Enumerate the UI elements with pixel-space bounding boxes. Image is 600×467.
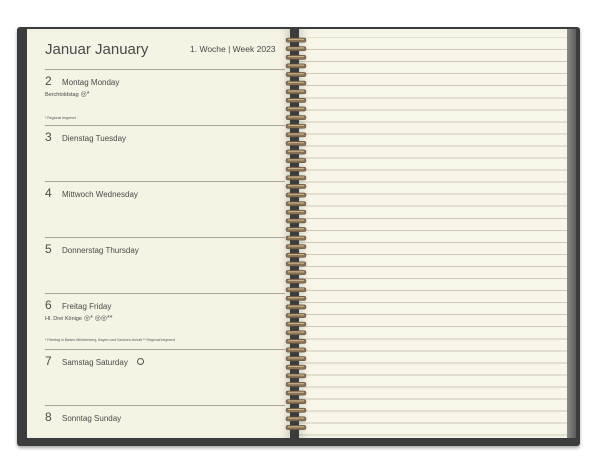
spiral-coil-highlight (288, 237, 304, 238)
day-name: Donnerstag Thursday (62, 246, 139, 255)
day-name: Samstag Saturday (62, 358, 128, 367)
spiral-coil (286, 98, 306, 102)
spiral-coil (286, 425, 306, 429)
spiral-coil-highlight (288, 306, 304, 307)
day-number: 4 (45, 186, 52, 200)
day-block-friday (45, 293, 285, 349)
spiral-coil-highlight (288, 288, 304, 289)
spiral-coil (286, 38, 306, 42)
spiral-coil (286, 184, 306, 188)
spiral-coil-highlight (288, 151, 304, 152)
spiral-coil (286, 253, 306, 257)
spiral-coil (286, 202, 306, 206)
spiral-coil (286, 236, 306, 240)
spiral-coil (286, 64, 306, 68)
spiral-coil (286, 81, 306, 85)
spiral-coil-highlight (288, 323, 304, 324)
day-number: 3 (45, 130, 52, 144)
spiral-coil (286, 210, 306, 214)
spiral-coil (286, 159, 306, 163)
cover-edge (567, 29, 576, 438)
spiral-coil (286, 331, 306, 335)
spiral-coil (286, 400, 306, 404)
holiday-label: Berchtoldstag ◎* (45, 91, 90, 98)
spiral-coil-highlight (288, 47, 304, 48)
spiral-coil-highlight (288, 142, 304, 143)
day-block-saturday (45, 349, 285, 405)
spiral-coil (286, 90, 306, 94)
spiral-coil (286, 227, 306, 231)
spiral-coil (286, 408, 306, 412)
day-block-tuesday (45, 125, 285, 181)
spiral-coil-highlight (288, 99, 304, 100)
day-block-sunday (45, 405, 285, 435)
spiral-coil-highlight (288, 349, 304, 350)
holiday-label: Hl. Drei Könige ◎* ◎◎** (45, 315, 113, 322)
day-number: 8 (45, 410, 52, 424)
spiral-coil (286, 219, 306, 223)
spiral-coil (286, 176, 306, 180)
right-page-lined (299, 29, 567, 438)
day-divider (45, 293, 285, 294)
spiral-coil-highlight (288, 254, 304, 255)
spiral-coil (286, 305, 306, 309)
day-number: 5 (45, 242, 52, 256)
footnote: * Feiertag in Baden-Württemberg, Bayern und Sachsen-Anhalt ** Regional begrenzt (45, 338, 175, 342)
spiral-coil-highlight (288, 280, 304, 281)
spiral-coil (286, 107, 306, 111)
spiral-coil-highlight (288, 125, 304, 126)
spiral-coil (286, 262, 306, 266)
spiral-coil (286, 374, 306, 378)
spiral-coil (286, 167, 306, 171)
day-block-wednesday (45, 181, 285, 237)
spiral-coil-highlight (288, 228, 304, 229)
spiral-coil (286, 47, 306, 51)
spiral-coil (286, 417, 306, 421)
spiral-coil (286, 279, 306, 283)
spiral-coil (286, 55, 306, 59)
spiral-coil-highlight (288, 185, 304, 186)
spiral-coil-highlight (288, 245, 304, 246)
spiral-coil (286, 322, 306, 326)
spiral-coil (286, 193, 306, 197)
spiral-coil-highlight (288, 263, 304, 264)
day-block-thursday (45, 237, 285, 293)
spiral-coil (286, 365, 306, 369)
spiral-coil-highlight (288, 159, 304, 160)
day-number: 2 (45, 74, 52, 88)
spiral-coil (286, 391, 306, 395)
spiral-coil (286, 245, 306, 249)
day-block-monday (45, 69, 285, 125)
spiral-coil (286, 150, 306, 154)
day-divider (45, 237, 285, 238)
spiral-coil-highlight (288, 108, 304, 109)
spiral-coil-highlight (288, 271, 304, 272)
day-number: 6 (45, 298, 52, 312)
spiral-coil-highlight (288, 383, 304, 384)
day-name: Mittwoch Wednesday (62, 190, 138, 199)
spiral-coil (286, 133, 306, 137)
spiral-coil-highlight (288, 177, 304, 178)
spiral-coil-highlight (288, 73, 304, 74)
spiral-coil-highlight (288, 220, 304, 221)
spiral-coil (286, 270, 306, 274)
spiral-coil (286, 339, 306, 343)
day-divider (45, 405, 285, 406)
day-divider (45, 181, 285, 182)
spiral-coil (286, 72, 306, 76)
spiral-coil (286, 288, 306, 292)
spiral-coil-highlight (288, 375, 304, 376)
day-name: Montag Monday (62, 78, 120, 87)
spiral-coil-highlight (288, 314, 304, 315)
spiral-coil-highlight (288, 133, 304, 134)
spiral-coil-highlight (288, 357, 304, 358)
spiral-coil-highlight (288, 194, 304, 195)
day-name: Freitag Friday (62, 302, 112, 311)
footnote: * Regional begrenzt (45, 116, 76, 120)
spiral-coil (286, 296, 306, 300)
spiral-coil-highlight (288, 56, 304, 57)
spiral-coil (286, 115, 306, 119)
day-divider (45, 69, 285, 70)
spiral-coil-highlight (288, 116, 304, 117)
spiral-coil-highlight (288, 90, 304, 91)
spiral-coil-highlight (288, 65, 304, 66)
spiral-coil (286, 357, 306, 361)
first-quarter-moon-icon (137, 358, 144, 365)
spiral-coil-highlight (288, 297, 304, 298)
spiral-coil-highlight (288, 331, 304, 332)
day-name: Dienstag Tuesday (62, 134, 127, 143)
day-divider (45, 125, 285, 126)
spiral-coil (286, 141, 306, 145)
spiral-coil (286, 124, 306, 128)
month-title: Januar January (45, 41, 149, 58)
day-name: Sonntag Sunday (62, 414, 122, 423)
spiral-coil-highlight (288, 366, 304, 367)
spiral-coil-highlight (288, 340, 304, 341)
spiral-coil-highlight (288, 202, 304, 203)
spiral-coil-highlight (288, 418, 304, 419)
spiral-coil-highlight (288, 392, 304, 393)
week-label: 1. Woche | Week 2023 (190, 44, 276, 54)
spiral-coil-highlight (288, 82, 304, 83)
spiral-coil (286, 313, 306, 317)
spiral-coil-highlight (288, 39, 304, 40)
holiday-symbol-icon: ◎* ◎◎** (84, 315, 113, 322)
spiral-coil (286, 382, 306, 386)
spiral-coil-highlight (288, 426, 304, 427)
spiral-binding (285, 36, 307, 432)
holiday-symbol-icon: ◎* (80, 91, 90, 98)
spiral-coil-highlight (288, 409, 304, 410)
spiral-coil-highlight (288, 168, 304, 169)
spiral-coil-highlight (288, 400, 304, 401)
day-divider (45, 349, 285, 350)
spiral-coil (286, 348, 306, 352)
spiral-coil-highlight (288, 211, 304, 212)
day-number: 7 (45, 354, 52, 368)
